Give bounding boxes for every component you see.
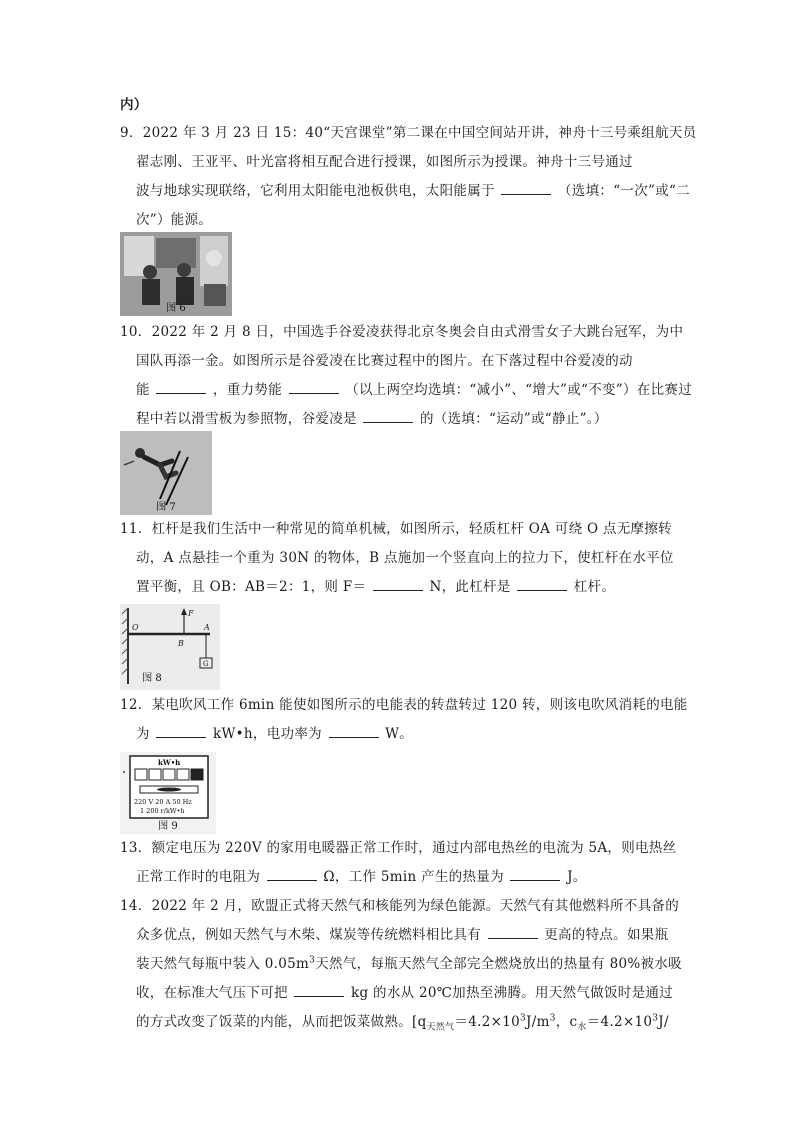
figure-6-photo <box>120 232 232 316</box>
q11-line1: 11．杠杆是我们生活中一种常见的简单机械，如图所示，轻质杠杆 OA 可绕 O 点无摩擦转 <box>120 521 672 537</box>
q14-line3-text-a: 装天然气每瓶中装入 0.05m <box>136 956 310 972</box>
q10-line3-text-c: （以上两空均选填：“减小”、“增大”或“不变”）在比赛过 <box>345 382 692 398</box>
q14-line5-text-f: J/ <box>658 1014 669 1030</box>
q9-line2: 翟志刚、王亚平、叶光富将相互配合进行授课，如图所示为授课。神舟十三号通过 <box>136 154 633 170</box>
q9-answer-blank[interactable] <box>501 182 551 195</box>
figure-7-photo <box>120 431 212 515</box>
q10-answer-blank-3[interactable] <box>363 410 413 423</box>
q14-line5-sup1: 3 <box>519 1013 527 1024</box>
q9-line3-text-b: （选填：“一次”或“二 <box>558 183 691 199</box>
figure-6-caption: 图 6 <box>166 303 186 314</box>
q14-answer-blank-1[interactable] <box>488 926 538 939</box>
lever-label-g: G <box>203 660 209 668</box>
lever-label-f: F <box>188 609 194 618</box>
q14-line4-text-b: kg 的水从 20℃加热至沸腾。用天然气做饭时是通过 <box>351 985 673 1001</box>
figure-7-caption: 图 7 <box>156 502 176 513</box>
q9-line3 <box>136 182 690 200</box>
q14-answer-blank-2[interactable] <box>294 984 344 997</box>
q14-line5-sub: 天然气 <box>426 1022 455 1033</box>
q14-line5-text-a: 的方式改变了饭菜的内能，从而把饭菜做熟。[q <box>136 1014 427 1030</box>
q10-line4-text-b: 的（选填：“运动”或“静止”。） <box>420 411 608 427</box>
figure-9-meter <box>120 752 216 834</box>
lever-label-a: A <box>204 623 210 632</box>
q14-line3-sup: 3 <box>309 955 316 966</box>
q11-line2: 动，A 点悬挂一个重为 30N 的物体，B 点施加一个竖直向上的拉力下，使杠杆在水平位 <box>136 550 674 566</box>
q12-line2-text-a: 为 <box>136 726 150 742</box>
q13-answer-blank-1[interactable] <box>267 868 317 881</box>
q13-line2-text-c: J。 <box>567 869 587 885</box>
q14-line5-sub2: 水 <box>577 1022 587 1033</box>
q14-line2-text-b: 更高的特点。如果瓶 <box>544 927 669 943</box>
q9-line3-text-a: 波与地球实现联络，它利用太阳能电池板供电，太阳能属于 <box>136 183 495 199</box>
q13-line2-text-a: 正常工作时的电阻为 <box>136 869 261 885</box>
q10-line1: 10．2022 年 2 月 8 日，中国选手谷爱凌获得北京冬奥会自由式滑雪女子大跳台冠军，为中 <box>120 324 684 340</box>
q14-line5 <box>136 1013 669 1031</box>
header-fragment: 内） <box>120 97 148 113</box>
figure-8-caption: 图 8 <box>142 673 162 684</box>
q13-line1: 13．额定电压为 220V 的家用电暖器正常工作时，通过内部电热丝的电流为 5A，则电热丝 <box>120 840 677 856</box>
q12-line2 <box>136 725 413 743</box>
q14-line2-text-a: 众多优点，例如天然气与木柴、煤炭等传统燃料相比具有 <box>136 927 481 943</box>
q11-line3 <box>136 578 615 596</box>
q14-line3 <box>136 955 682 973</box>
q14-line5-text-c: J/m <box>526 1014 550 1030</box>
q14-line5-text-e: ＝4.2×10 <box>586 1014 653 1030</box>
q13-answer-blank-2[interactable] <box>510 868 560 881</box>
q11-line3-text-a: 置平衡，且 OB：AB＝2：1，则 F＝ <box>136 579 367 595</box>
q11-line3-text-c: 杠杆。 <box>573 579 616 595</box>
meter-rate-label: 1 200 r/kW•h <box>140 807 185 815</box>
q14-line5-sup2: 3 <box>549 1013 556 1024</box>
q12-answer-blank-2[interactable] <box>329 725 379 738</box>
meter-spec-label: 220 V 20 A 50 Hz <box>134 798 192 806</box>
q9-line1: 9．2022 年 3 月 23 日 15：40“天宫课堂”第二课在中国空间站开讲，神舟十三号乘组航天员 <box>120 125 697 141</box>
q10-line4 <box>136 410 608 428</box>
q10-answer-blank-1[interactable] <box>156 381 206 394</box>
q14-line2 <box>136 926 668 944</box>
q14-line1: 14．2022 年 2 月，欧盟正式将天然气和核能列为绿色能源。天然气有其他燃料所不具备的 <box>120 898 679 914</box>
q12-line1: 12．某电吹风工作 6min 能使如图所示的电能表的转盘转过 120 转，则该电吹风消耗的电能 <box>120 697 688 713</box>
q14-line4-text-a: 收，在标准大气压下可把 <box>136 985 288 1001</box>
q11-answer-blank-1[interactable] <box>373 578 423 591</box>
q14-line4 <box>136 984 673 1002</box>
q10-line3-text-a: 能 <box>136 382 150 398</box>
q14-line5-text-b: ＝4.2×10 <box>454 1014 520 1030</box>
q10-answer-blank-2[interactable] <box>289 381 339 394</box>
q12-line2-text-c: W。 <box>385 726 414 742</box>
q12-line2-text-b: kW•h，电功率为 <box>213 726 322 742</box>
q10-line3 <box>136 381 692 399</box>
figure-9-caption: 图 9 <box>158 821 178 832</box>
q13-line2 <box>136 868 587 886</box>
lever-label-o: O <box>132 623 139 632</box>
q10-line4-text-a: 程中若以滑雪板为参照物，谷爱凌是 <box>136 411 357 427</box>
q10-line2: 国队再添一金。如图所示是谷爱凌在比赛过程中的图片。在下落过程中谷爱凌的动 <box>136 353 633 369</box>
meter-unit-label: kW•h <box>158 758 181 767</box>
lever-label-b: B <box>178 639 184 648</box>
q11-line3-text-b: N，此杠杆是 <box>429 579 511 595</box>
q13-line2-text-b: Ω，工作 5min 产生的热量为 <box>323 869 504 885</box>
q12-answer-blank-1[interactable] <box>156 725 206 738</box>
q14-line3-text-b: 天然气，每瓶天然气全部完全燃烧放出的热量有 80%被水吸 <box>315 956 682 972</box>
q11-answer-blank-2[interactable] <box>517 578 567 591</box>
q9-line4: 次”）能源。 <box>136 212 213 228</box>
figure-8-lever-diagram <box>120 604 220 690</box>
q14-line5-text-d: ，c <box>555 1014 578 1030</box>
q14-line5-sup3: 3 <box>652 1013 659 1024</box>
q10-line3-text-b: ，重力势能 <box>213 382 282 398</box>
